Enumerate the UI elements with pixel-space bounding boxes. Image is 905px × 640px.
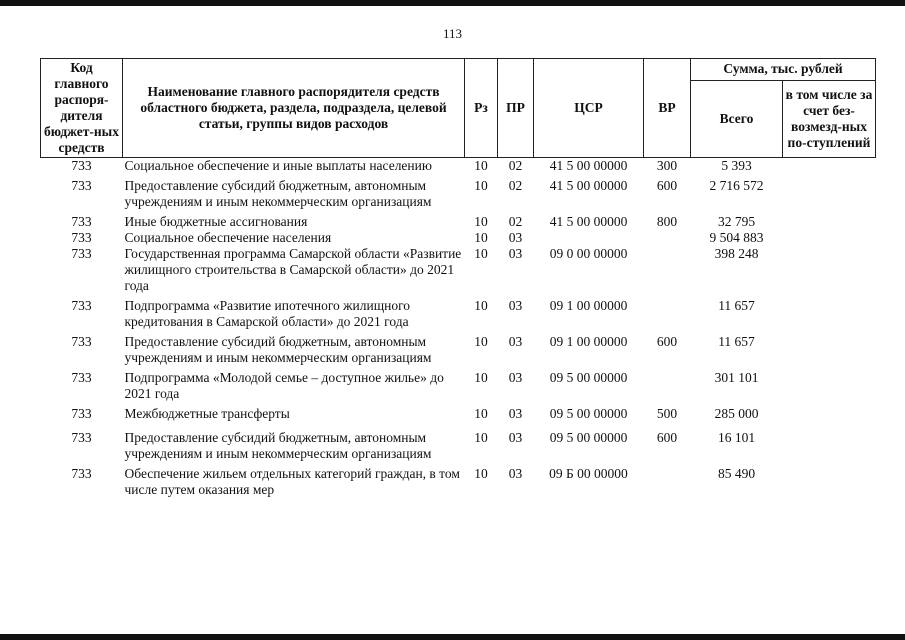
cell-vr: 600 xyxy=(656,334,678,349)
cell-incl xyxy=(783,406,876,422)
cell-rz: 10 xyxy=(474,466,488,481)
cell-code: 733 xyxy=(71,406,92,421)
bottom-border xyxy=(0,634,905,640)
header-sum: Сумма, тыс. рублей xyxy=(691,59,876,81)
cell-csr: 09 1 00 00000 xyxy=(549,298,628,313)
cell-code: 733 xyxy=(71,334,92,349)
cell-total: 301 101 xyxy=(714,370,759,385)
cell-code: 733 xyxy=(71,430,92,445)
cell-incl xyxy=(783,246,876,298)
cell-vr: 600 xyxy=(656,178,678,193)
cell-pr: 02 xyxy=(508,158,523,173)
cell-total: 16 101 xyxy=(717,430,756,445)
cell-rz: 10 xyxy=(474,178,488,193)
cell-code: 733 xyxy=(71,230,92,245)
table-row xyxy=(41,466,876,498)
table-row xyxy=(41,422,876,466)
cell-rz: 10 xyxy=(474,406,488,421)
header-incl: в том числе за счет без-возмезд-ных по-ступлений xyxy=(783,80,876,157)
cell-name: Предоставление субсидий бюджетным, автономным учреждениям и иным некоммерческим организациям xyxy=(124,334,432,365)
cell-vr xyxy=(644,370,691,406)
cell-pr: 02 xyxy=(508,178,523,193)
cell-csr: 09 0 00 00000 xyxy=(549,246,628,261)
cell-vr xyxy=(644,230,691,246)
top-border xyxy=(0,0,905,6)
cell-total: 5 393 xyxy=(721,158,752,173)
cell-total: 9 504 883 xyxy=(709,230,764,245)
cell-rz: 10 xyxy=(474,214,488,229)
cell-vr xyxy=(644,298,691,334)
cell-csr: 09 Б 00 00000 xyxy=(549,466,628,481)
cell-incl xyxy=(783,298,876,334)
budget-table xyxy=(40,58,876,498)
cell-rz: 10 xyxy=(474,370,488,385)
table-row xyxy=(41,406,876,422)
cell-total: 32 795 xyxy=(717,214,756,229)
cell-name: Предоставление субсидий бюджетным, автономным учреждениям и иным некоммерческим организациям xyxy=(124,430,432,461)
cell-rz: 10 xyxy=(474,158,488,173)
cell-total: 285 000 xyxy=(714,406,759,421)
table-row xyxy=(41,298,876,334)
cell-pr: 03 xyxy=(508,230,523,245)
cell-total: 85 490 xyxy=(717,466,756,481)
cell-vr xyxy=(644,246,691,298)
header-name: Наименование главного распорядителя средств областного бюджета, раздела, подраздела, целевой статьи, группы видов расходов xyxy=(123,59,465,158)
cell-name: Подпрограмма «Молодой семье – доступное жилье» до 2021 года xyxy=(124,370,444,401)
table-row xyxy=(41,246,876,298)
cell-name: Предоставление субсидий бюджетным, автономным учреждениям и иным некоммерческим организациям xyxy=(124,178,432,209)
cell-name: Социальное обеспечение и иные выплаты населению xyxy=(124,158,432,173)
cell-incl xyxy=(783,422,876,466)
cell-rz: 10 xyxy=(474,430,488,445)
cell-vr: 300 xyxy=(656,158,678,173)
cell-pr: 03 xyxy=(508,370,523,385)
cell-code: 733 xyxy=(71,178,92,193)
header-pr: ПР xyxy=(498,59,534,158)
cell-name: Иные бюджетные ассигнования xyxy=(124,214,308,229)
cell-code: 733 xyxy=(71,466,92,481)
cell-rz: 10 xyxy=(474,246,488,261)
cell-total: 11 657 xyxy=(718,334,755,349)
cell-pr: 03 xyxy=(508,466,523,481)
cell-code: 733 xyxy=(71,158,92,173)
cell-vr xyxy=(644,466,691,498)
cell-name: Межбюджетные трансферты xyxy=(124,406,290,421)
cell-csr: 09 5 00 00000 xyxy=(549,406,628,421)
cell-csr: 09 5 00 00000 xyxy=(549,430,628,445)
cell-name: Государственная программа Самарской области «Развитие жилищного строительства в Самарской области» до 2021 года xyxy=(124,246,462,293)
header-code: Код главного распоря-дителя бюджет-ных средств xyxy=(41,59,123,158)
table-row xyxy=(41,334,876,370)
cell-code: 733 xyxy=(71,298,92,313)
cell-incl xyxy=(783,158,876,179)
cell-code: 733 xyxy=(71,246,92,261)
header-csr: ЦСР xyxy=(534,59,644,158)
page-number: 113 xyxy=(442,26,463,41)
cell-code: 733 xyxy=(71,214,92,229)
header-total: Всего xyxy=(691,80,783,157)
cell-incl xyxy=(783,334,876,370)
cell-incl xyxy=(783,214,876,230)
cell-csr: 41 5 00 00000 xyxy=(549,158,628,173)
cell-name: Социальное обеспечение населения xyxy=(124,230,332,245)
cell-incl xyxy=(783,178,876,214)
cell-incl xyxy=(783,370,876,406)
cell-rz: 10 xyxy=(474,298,488,313)
cell-rz: 10 xyxy=(474,334,488,349)
cell-pr: 03 xyxy=(508,298,523,313)
table-row xyxy=(41,230,876,246)
header-vr: ВР xyxy=(644,59,691,158)
cell-incl xyxy=(783,230,876,246)
cell-pr: 03 xyxy=(508,334,523,349)
cell-total: 398 248 xyxy=(714,246,759,261)
cell-total: 11 657 xyxy=(718,298,755,313)
header-rz: Рз xyxy=(465,59,498,158)
cell-vr: 800 xyxy=(656,214,678,229)
cell-total: 2 716 572 xyxy=(709,178,764,193)
cell-vr: 600 xyxy=(656,430,678,445)
cell-pr: 02 xyxy=(508,214,523,229)
cell-pr: 03 xyxy=(508,246,523,261)
cell-code: 733 xyxy=(71,370,92,385)
cell-csr: 09 1 00 00000 xyxy=(549,334,628,349)
table-row xyxy=(41,158,876,179)
cell-rz: 10 xyxy=(474,230,488,245)
cell-pr: 03 xyxy=(508,430,523,445)
cell-csr: 09 5 00 00000 xyxy=(549,370,628,385)
cell-incl xyxy=(783,466,876,498)
cell-csr: 41 5 00 00000 xyxy=(549,214,628,229)
cell-name: Подпрограмма «Развитие ипотечного жилищного кредитования в Самарской области» до 2021 года xyxy=(124,298,411,329)
cell-csr xyxy=(534,230,644,246)
cell-name: Обеспечение жильем отдельных категорий граждан, в том числе путем оказания мер xyxy=(124,466,460,497)
table-row xyxy=(41,178,876,214)
cell-csr: 41 5 00 00000 xyxy=(549,178,628,193)
cell-vr: 500 xyxy=(656,406,678,421)
table-row xyxy=(41,370,876,406)
cell-pr: 03 xyxy=(508,406,523,421)
table-row xyxy=(41,214,876,230)
